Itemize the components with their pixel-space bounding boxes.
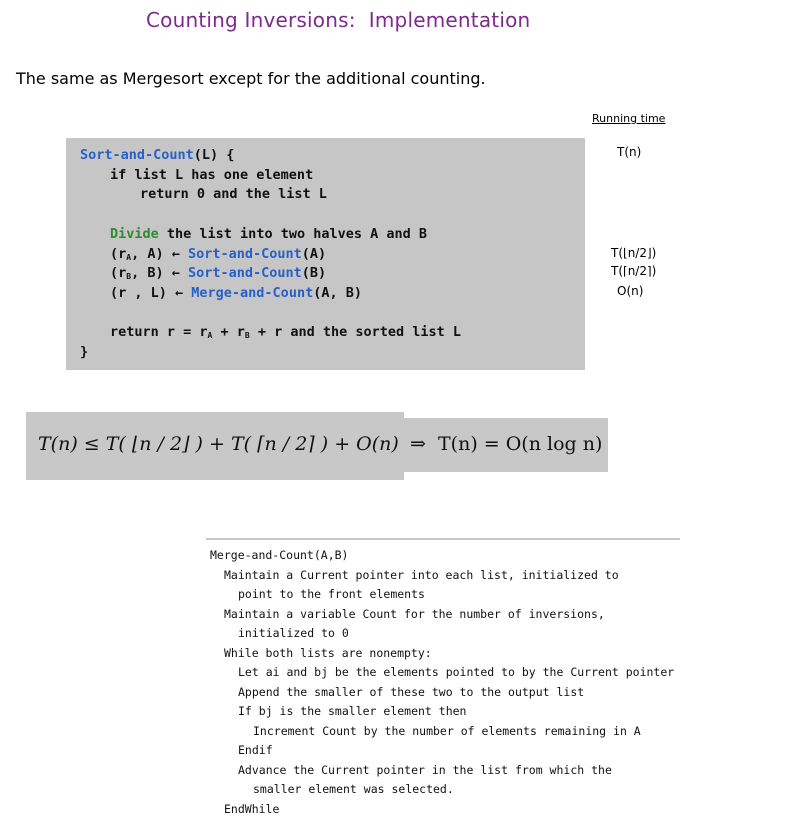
code-close-brace: } [80,344,89,360]
recurrence-left-box [26,412,404,480]
merge-line-6: Let ai and bj be the elements pointed to by the Current pointer [238,665,675,679]
ra-open: (r [110,246,127,262]
merge-line-12: smaller element was selected. [253,782,454,796]
ret-sub-a: A [207,331,213,340]
merge-line-10: Endif [238,743,273,757]
running-time-on: O(n) [617,284,644,298]
merge-line-8: If bj is the smaller element then [238,704,467,718]
merge-line-7: Append the smaller of these two to the output list [238,685,585,699]
merge-line-4: initialized to 0 [238,626,349,640]
recurrence-right-box [404,418,608,472]
code-line-return [110,324,461,340]
rb-mid: , B) ← [131,265,188,281]
code-line-ra [110,246,326,262]
ret-mid: + r [212,324,245,340]
merge-args: (A, B) [313,285,362,301]
subtitle: The same as Mergesort except for the additional counting. [16,69,486,88]
code-block [66,138,585,370]
code-line-signature [80,147,234,163]
merge-header: Merge-and-Count(A,B) [210,548,349,562]
divide-keyword: Divide [110,226,159,242]
r-open: (r , L) ← [110,285,192,301]
running-time-floor: T(⌊n/2⌋) [611,246,657,260]
rb-open: (r [110,265,127,281]
divider [206,538,680,540]
merge-line-11: Advance the Current pointer in the list from which the [238,763,612,777]
ret-prefix: return r = r [110,324,208,340]
recurrence-left: T(n) ≤ T( ⌊n / 2⌋ ) + T( ⌈n / 2⌉ ) + O(n) [38,433,399,455]
recurrence-right: ⇒ T(n) = O(n log n) [410,433,603,455]
page-title: Counting Inversions: Implementation [146,8,531,32]
merge-line-2: point to the front elements [238,587,425,601]
code-line-if: if list L has one element [110,167,314,183]
ret-suffix: + r and the sorted list L [249,324,462,340]
func-args: (L) { [193,147,235,163]
merge-line-1: Maintain a Current pointer into each list, initialized to [224,568,619,582]
ra-mid: , A) ← [131,246,188,262]
divide-rest: the list into two halves A and B [158,226,427,242]
merge-line-9: Increment Count by the number of elements remaining in A [253,724,641,738]
merge-line-5: While both lists are nonempty: [224,646,432,660]
code-line-merge [110,285,362,301]
running-time-ceil: T(⌈n/2⌉) [611,264,657,278]
merge-line-3: Maintain a variable Count for the number of inversions, [224,607,605,621]
arg-a: (A) [301,246,327,262]
code-line-divide [110,226,427,242]
merge-line-13: EndWhile [224,802,280,816]
sub-a: A [126,253,132,262]
sub-b: B [126,272,132,281]
running-time-tn: T(n) [617,145,642,159]
running-time-header: Running time [592,112,666,125]
ret-sub-b: B [244,331,250,340]
merge-call: Merge-and-Count [191,285,314,301]
code-line-return0: return 0 and the list L [140,186,327,202]
code-line-rb [110,265,326,281]
func-name: Sort-and-Count [80,147,194,163]
arg-b: (B) [301,265,327,281]
sort-call-a: Sort-and-Count [188,246,302,262]
sort-call-b: Sort-and-Count [188,265,302,281]
